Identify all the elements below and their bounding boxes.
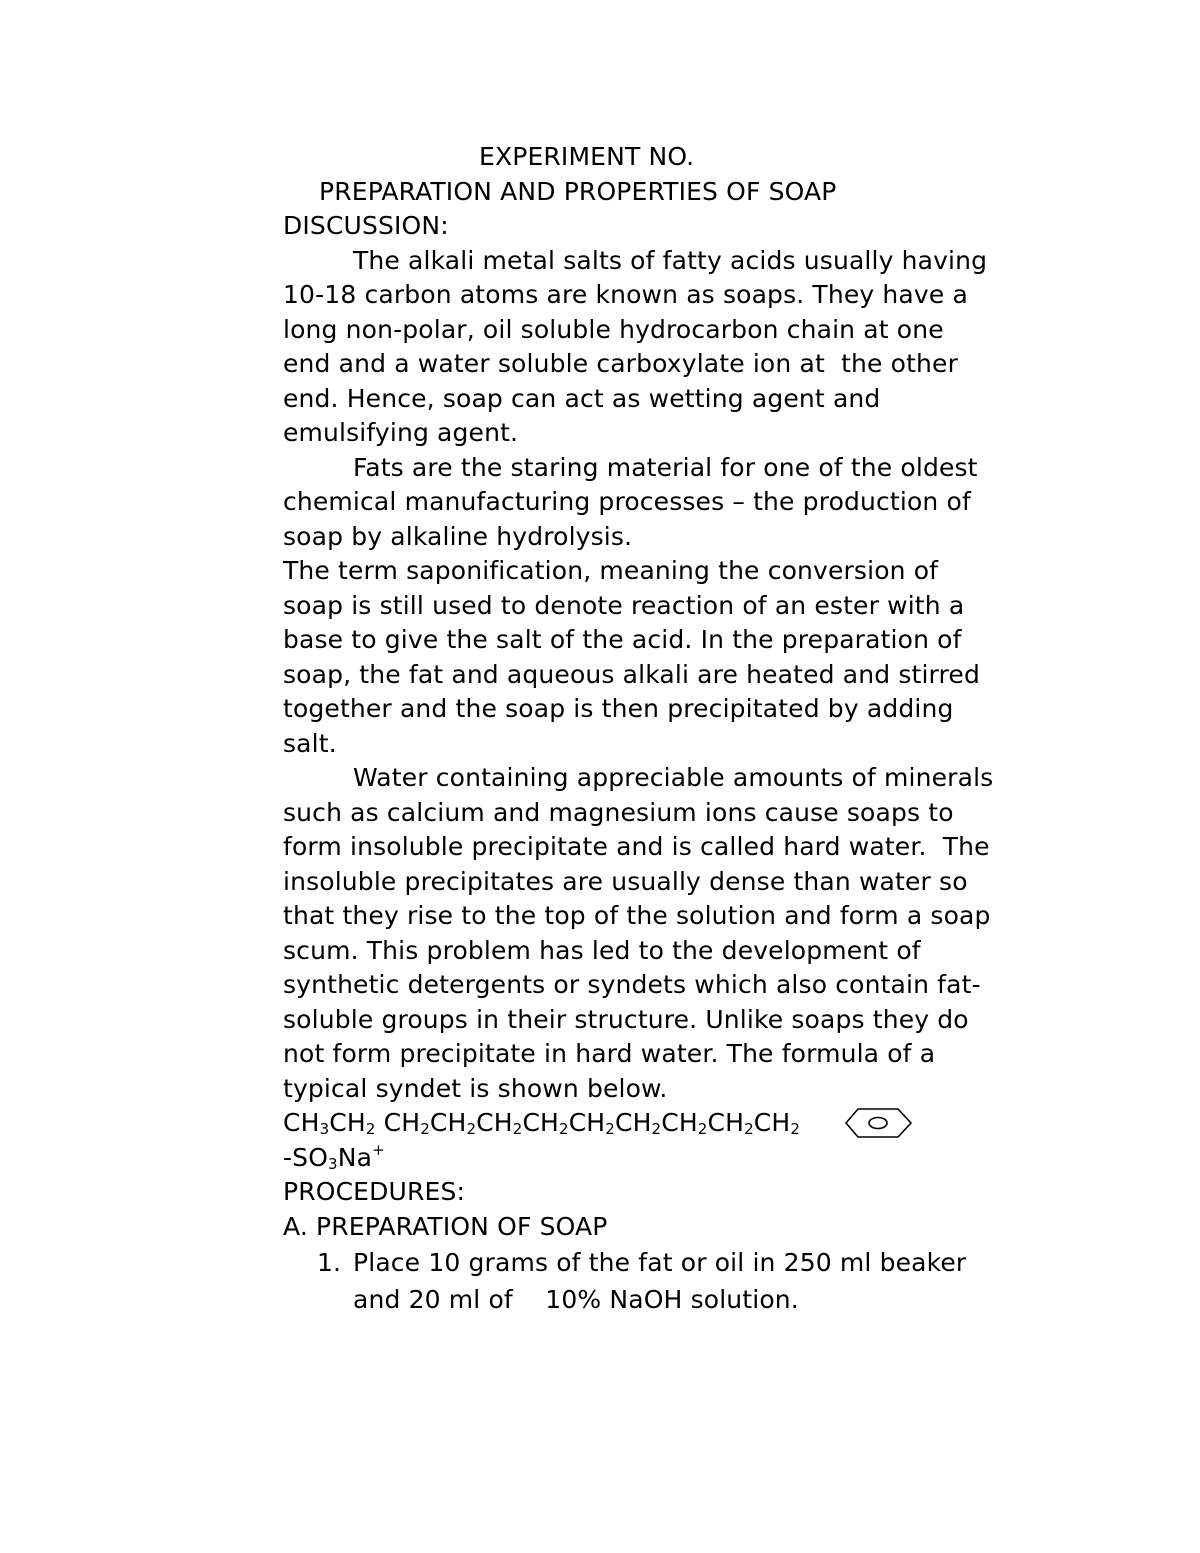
paragraph-4-line: soluble groups in their structure. Unlike soaps they do	[283, 1004, 969, 1034]
main-title: PREPARATION AND PROPERTIES OF SOAP	[319, 176, 837, 206]
formula-tail: $-SO_3Na^+$	[283, 1140, 385, 1173]
formula-ch2: $CH_2$	[522, 1108, 569, 1138]
paragraph-3-line: together and the soap is then precipitated by adding	[283, 694, 954, 723]
formula-ch2: $CH_2$	[753, 1108, 801, 1138]
experiment-title: EXPERIMENT NO.	[479, 142, 695, 171]
list-item	[283, 1246, 1073, 1317]
paragraph-2-line: Fats are the staring material for one of the oldest	[353, 452, 978, 482]
paragraph-3-line: soap, the fat and aqueous alkali are heated and stirred	[283, 659, 980, 689]
syndet-formula	[283, 1106, 1073, 1141]
paragraph-4-line: synthetic detergents or syndets which also contain fat-	[283, 970, 981, 999]
list-item-line: Place 10 grams of the fat or oil in 250 ml beaker	[353, 1248, 967, 1277]
paragraph-1-line: end. Hence, soap can act as wetting agent and	[283, 383, 881, 413]
paragraph-4-line: such as calcium and magnesium ions cause soaps to	[283, 797, 954, 827]
document-body	[283, 140, 1073, 1317]
formula-ch2: $CH_2$	[661, 1108, 708, 1138]
paragraph-4-line: form insoluble precipitate and is called hard water. The	[283, 832, 990, 861]
discussion-heading: DISCUSSION:	[283, 211, 449, 240]
formula-ch2: $CH_2$	[707, 1108, 754, 1138]
paragraph-4-line: that they rise to the top of the solution and form a soap	[283, 901, 991, 930]
paragraph-1-line: long non-polar, oil soluble hydrocarbon chain at one	[283, 314, 944, 344]
paragraph-1-line: 10-18 carbon atoms are known as soaps. They have a	[283, 280, 968, 309]
formula-ch2: $CH_2$	[476, 1108, 523, 1138]
paragraph-1-line: end and a water soluble carboxylate ion at the other	[283, 349, 959, 378]
formula-ch2: $CH_2$	[429, 1108, 477, 1138]
paragraph-1-line: The alkali metal salts of fatty acids usually having	[353, 245, 988, 275]
paragraph-2-line: chemical manufacturing processes – the production of	[283, 487, 971, 516]
benzene-ring-icon	[838, 1107, 913, 1139]
section-a-heading: A. PREPARATION OF SOAP	[283, 1211, 608, 1241]
formula-ch2: $CH_2$	[383, 1108, 430, 1138]
paragraph-1-line: emulsifying agent.	[283, 418, 519, 447]
list-item-line: and 20 ml of 10% NaOH solution.	[353, 1284, 799, 1314]
paragraph-4-line: scum. This problem has led to the development of	[283, 935, 921, 965]
paragraph-2-line: soap by alkaline hydrolysis.	[283, 521, 633, 551]
formula-ch2: $CH_2$	[614, 1108, 662, 1138]
paragraph-3-line: The term saponification, meaning the conversion of	[283, 556, 939, 585]
formula-ch2: $CH_2$	[568, 1108, 615, 1138]
list-number: 1.	[317, 1248, 342, 1277]
paragraph-3-line: salt.	[283, 728, 337, 758]
paragraph-4-line: not form precipitate in hard water. The formula of a	[283, 1039, 936, 1068]
formula-ch2: $CH_2$	[329, 1108, 376, 1138]
formula-ch3: $CH_3$	[283, 1108, 330, 1138]
paragraph-3-line: soap is still used to denote reaction of an ester with a	[283, 590, 965, 620]
paragraph-4-line: insoluble precipitates are usually dense than water so	[283, 866, 968, 896]
paragraph-4-line: typical syndet is shown below.	[283, 1073, 668, 1103]
paragraph-3-line: base to give the salt of the acid. In the preparation of	[283, 625, 962, 654]
paragraph-4-line: Water containing appreciable amounts of minerals	[353, 763, 994, 792]
procedures-heading: PROCEDURES:	[283, 1177, 466, 1206]
